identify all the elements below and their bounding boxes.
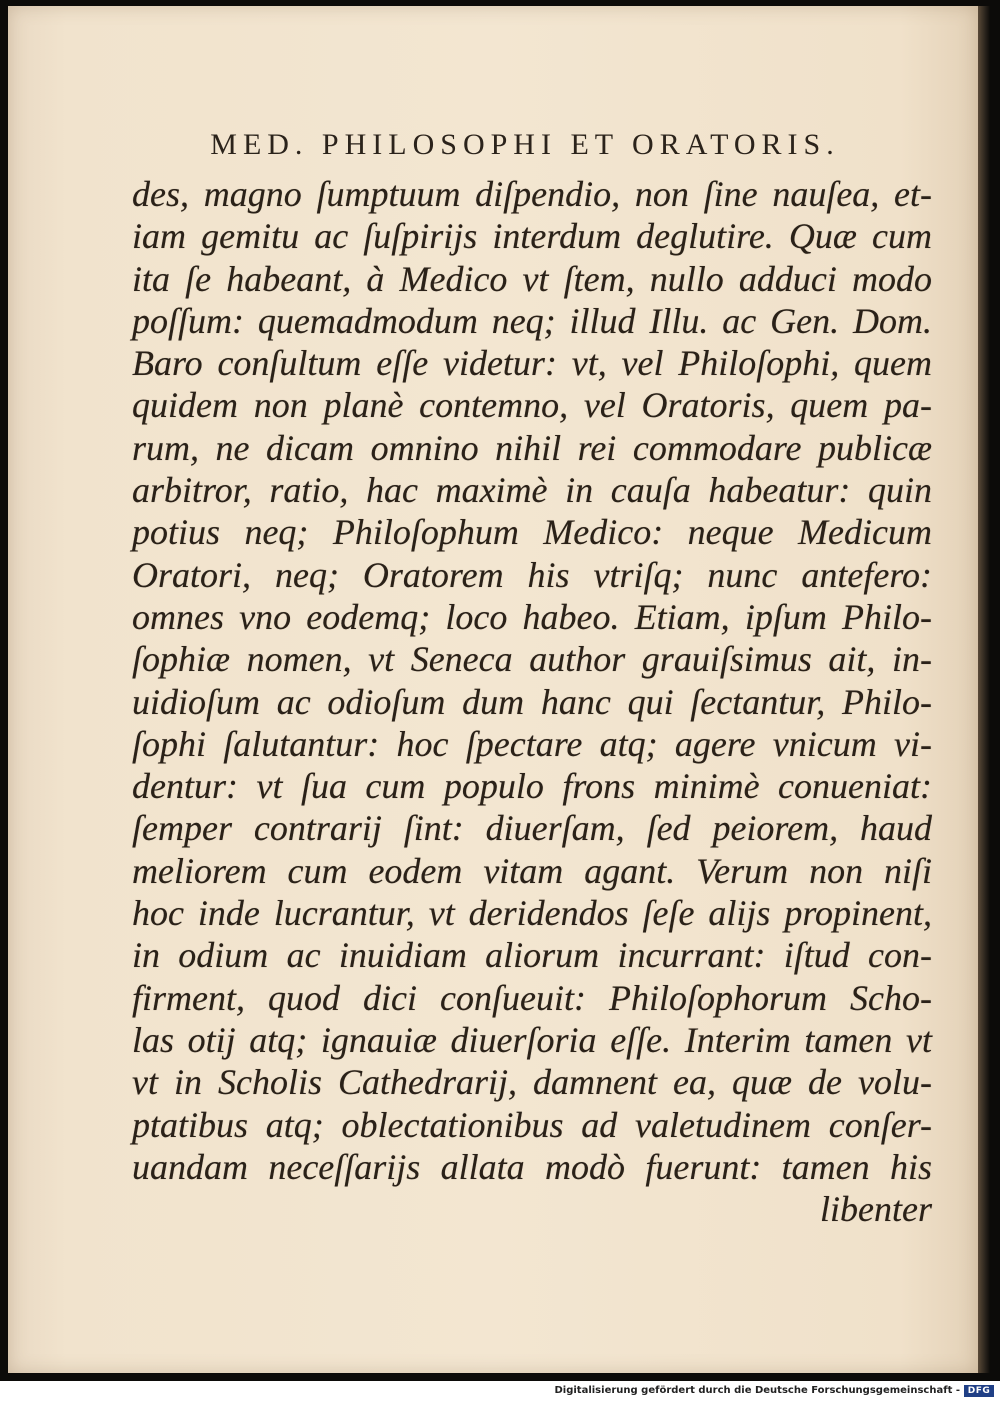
text-line: Baro conſultum eſſe videtur: vt, vel Philoſophi, quem — [132, 343, 932, 384]
running-head: MED. PHILOSOPHI ET ORATORIS. — [210, 128, 840, 161]
dfg-logo[interactable]: DFG — [964, 1385, 994, 1397]
text-line: in odium ac inuidiam aliorum incurrant: iſtud con- — [132, 935, 932, 976]
digitization-footer — [0, 1381, 1000, 1401]
text-line: dentur: vt ſua cum populo frons minimè conueniat: — [132, 766, 932, 807]
text-line: arbitror, ratio, hac maximè in cauſa habeatur: quin — [132, 470, 932, 511]
text-line: las otij atq; ignauiæ diuerſoria eſſe. Interim tamen vt — [132, 1019, 932, 1060]
text-line: ſophiæ nomen, vt Seneca author grauiſsimus ait, in- — [132, 639, 932, 680]
text-line: ita ſe habeant, à Medico vt ſtem, nullo adduci modo — [132, 258, 932, 299]
text-line: ſemper contrarij ſint: diuerſam, ſed peiorem, haud — [132, 808, 932, 849]
catchword: libenter — [820, 1189, 932, 1230]
text-line: hoc inde lucrantur, vt deridendos ſeſe alijs propinent, — [132, 893, 932, 934]
text-line: rum, ne dicam omnino nihil rei commodare publicæ — [132, 427, 932, 468]
text-line: potius neq; Philoſophum Medico: neque Medicum — [132, 512, 932, 553]
page-body-text — [132, 173, 932, 1230]
page-edge-shadow — [978, 6, 990, 1373]
text-line: ſophi ſalutantur: hoc ſpectare atq; agere vnicum vi- — [132, 723, 932, 764]
text-line: meliorem cum eodem vitam agant. Verum non niſi — [132, 850, 932, 891]
text-line: ptatibus atq; oblectationibus ad valetudinem conſer- — [132, 1104, 932, 1145]
text-line: poſſum: quemadmodum neq; illud Illu. ac Gen. Dom. — [132, 300, 932, 341]
text-line: Oratori, neq; Oratorem his vtriſq; nunc antefero: — [132, 554, 932, 595]
text-line: omnes vno eodemq; loco habeo. Etiam, ipſum Philo- — [132, 596, 932, 637]
text-line: firment, quod dici conſueuit: Philoſophorum Scho- — [132, 977, 932, 1018]
text-line: uandam neceſſarijs allata modò fuerunt: tamen his — [132, 1146, 932, 1187]
funding-credit: Digitalisierung gefördert durch die Deutsche Forschungsgemeinschaft - — [554, 1385, 960, 1396]
text-line: quidem non planè contemno, vel Oratoris, quem pa- — [132, 385, 932, 426]
text-line: des, magno ſumptuum diſpendio, non ſine nauſea, et- — [132, 174, 932, 214]
text-line: vt in Scholis Cathedrarij, damnent ea, quæ de volu- — [132, 1062, 932, 1103]
text-line: iam gemitu ac ſuſpirijs interdum deglutire. Quæ cum — [132, 216, 932, 257]
text-line: uidioſum ac odioſum dum hanc qui ſectantur, Philo- — [132, 681, 932, 722]
